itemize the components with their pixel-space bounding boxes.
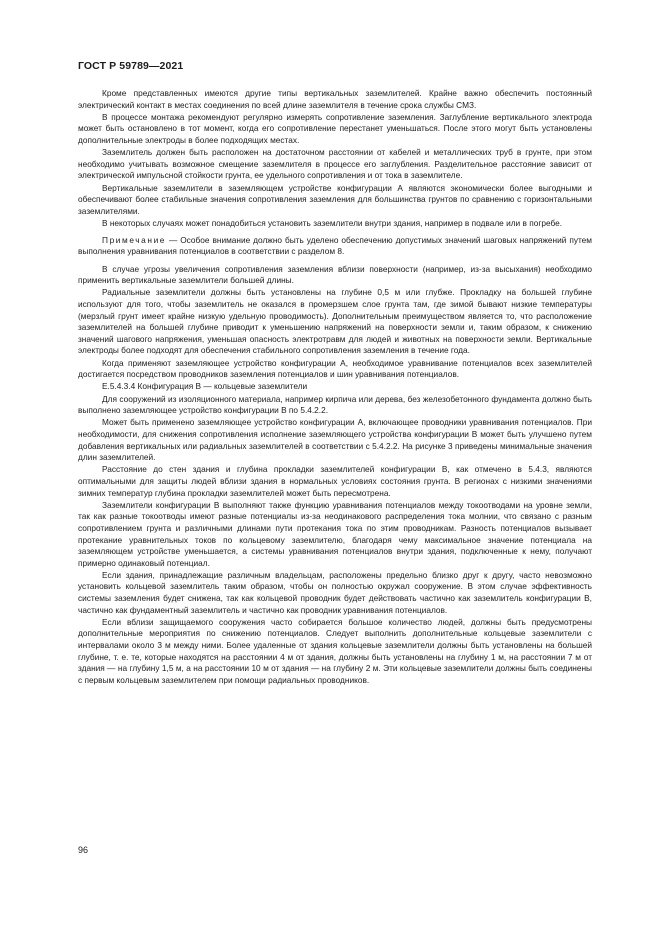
note-text: — Особое внимание должно быть уделено обеспечению допустимых значений шаговых напряжений путем выполнения уравнивания потенциалов в соответствии с разделом 8. (78, 234, 592, 257)
paragraph: Расстояние до стен здания и глубина прокладки заземлителей конфигурации В, как отмечено в 5.4.3, являются оптимальными для защиты людей вблизи здания в нормальных условиях состояния грунта. В регионах с низкими значениями зимних температур глубина прокладки заземлителей может быть пересмотрена. (78, 464, 592, 498)
page-number: 96 (78, 845, 89, 855)
paragraph: Радиальные заземлители должны быть установлены на глубине 0,5 м или глубже. Прокладку на большей глубине используют для того, чтобы заземлитель не оказался в промерзшем слое грунта там, где зимой бывают низкие температуры (мерзлый грунт имеет крайне низкую удельную проводимость). Дополнительным преимуществом является то, что расположение заземлителей на большей глубине приводит к уменьшению напряжений на поверхности земли и, таким образом, к снижению значений шагового напряжения, уменьшая опасность электротравм для людей и животных на поверхности земли. Вертикальные электроды более подходят для обеспечения стабильного сопротивления заземления в течение года. (78, 287, 592, 356)
document-header: ГОСТ Р 59789—2021 (78, 60, 184, 72)
document-body (78, 88, 592, 687)
section-heading: Е.5.4.3.4 Конфигурация В — кольцевые заземлители (102, 381, 308, 392)
paragraph: Когда применяют заземляющее устройство конфигурации А, необходимое уравнивание потенциалов всех заземлителей достигается посредством проводников заземления потенциалов и шин уравнивания потенциалов. (78, 357, 592, 380)
paragraph: Если здания, принадлежащие различным владельцам, расположены предельно близко друг к другу, часто невозможно установить кольцевой заземлитель таким образом, чтобы он полностью окружал сооружение. В этом случае эффективность системы заземления будет снижена, так как кольцевой проводник будет действовать частично как заземлитель конфигурации В, частично как фундаментный заземлитель и частично как проводник уравнивания потенциалов. (78, 569, 592, 615)
paragraph: Вертикальные заземлители в заземляющем устройстве конфигурации А являются экономически более выгодными и обеспечивают более стабильные значения сопротивления заземления для большинства грунтов по сравнению с горизонтальными заземлителями. (78, 182, 592, 216)
note-label: Примечание (102, 234, 167, 245)
paragraph: Заземлитель должен быть расположен на достаточном расстоянии от кабелей и металлических труб в грунте, при этом необходимо учитывать возможное смещение заземлителя в процессе его заглубления. Разделительное расстояние зависит от электрической импульсной стойкости грунта, ее удельного сопротивления и от тока в заземлителе. (78, 147, 592, 181)
paragraph: В процессе монтажа рекомендуют регулярно измерять сопротивление заземления. Заглубление вертикального электрода может быть остановлено в тот момент, когда его сопротивление перестанет уменьшаться. После этого могут быть установлены дополнительные электроды в более подходящих местах. (78, 111, 592, 145)
paragraph: В случае угрозы увеличения сопротивления заземления вблизи поверхности (например, из-за высыхания) необходимо применить вертикальные заземлители большей длины. (78, 263, 592, 286)
paragraph: Для сооружений из изоляционного материала, например кирпича или дерева, без железобетонного фундамента должно быть выполнено заземляющее устройство конфигурации В по 5.4.2.2. (78, 393, 592, 416)
note (78, 235, 592, 258)
paragraph: В некоторых случаях может понадобиться установить заземлители внутри здания, например в подвале или в погребе. (102, 217, 563, 228)
paragraph: Кроме представленных имеются другие типы вертикальных заземлителей. Крайне важно обеспечить постоянный электрический контакт в местах соединения по всей длине заземлителя в течение срока службы СМЗ. (78, 88, 592, 110)
paragraph: Заземлители конфигурации В выполняют также функцию уравнивания потенциалов между токоотводами на уровне земли, так как разные токоотводы имеют разные потенциалы из-за неодинакового распределения тока молнии, что связано с разным сопротивлением грунта и различными длинами пути протекания тока по этим проводникам. Разность потенциалов вызывает протекание уравнительных токов по кольцевому заземлителю, благодаря чему максимальное значение потенциала на заземляющем устройстве уменьшается, а системы уравнивания потенциалов внутри здания, подключенные к нему, получают примерно одинаковый потенциал. (78, 499, 592, 568)
paragraph: Если вблизи защищаемого сооружения часто собирается большое количество людей, должны быть предусмотрены дополнительные мероприятия по снижению потенциалов. Следует выполнить дополнительные кольцевые заземлители с интервалами около 3 м между ними. Более удаленные от здания кольцевые заземлители должны быть установлены на большей глубине, т. е. те, которые находятся на расстоянии 4 м от здания, должны быть установлены на глубину 1 м, на расстоянии 7 м от здания — на глубину 1,5 м, а на расстоянии 10 м от здания — на глубину 2 м. Эти кольцевые заземлители должны быть соединены с первым кольцевым заземлителем при помощи радиальных проводников. (78, 616, 592, 685)
paragraph: Может быть применено заземляющее устройство конфигурации А, включающее проводники уравнивания потенциалов. При необходимости, для снижения сопротивления исполнение заземляющего устройства конфигурации В может быть улучшено путем добавления вертикальных или радиальных заземлителей в соответствии с 5.4.2.2. На рисунке 3 приведены минимальные значения длин заземлителей. (78, 417, 592, 463)
